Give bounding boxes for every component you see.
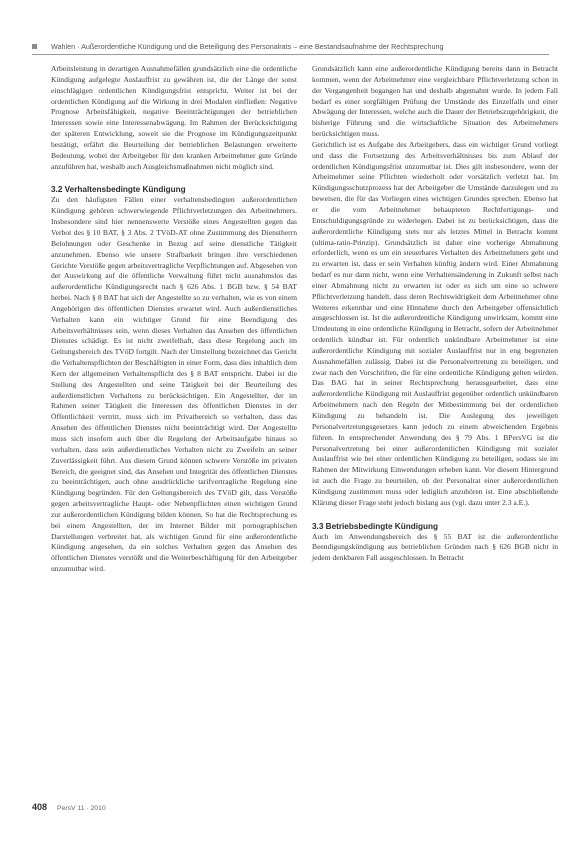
heading-spacer (312, 509, 558, 521)
heading-spacer (51, 172, 297, 184)
running-head-marker (32, 44, 37, 49)
right-paragraph-3: Auch im Anwendungsbereich des § 55 BAT ist die außerordentliche Beendigungskündigung aus betrieblichen Gründen nach § 626 BGB nicht in jedem denkbaren Fall ausgeschlossen. In Betracht (312, 531, 558, 563)
journal-issue: PersV 11 · 2010 (57, 805, 106, 812)
left-paragraph-1: Arbeitsleistung in derartigen Ausnahmefällen grundsätzlich eine die ordentliche Kündigung aufgelegte Auslauffrist zu gewähren ist, die der Länge der sonst einschlägigen ordentlichen Kündigungsfrist entspricht. Weiter ist bei der ordentlichen Kündigung auf die Wirkung in drei Modalen einfließen: Negative Prognose Arbeitsfähigkeit, negative Beeinträchtigungen der betrieblichen Interessen sowie eine Interessenabwägung. Im Rahmen der Berücksichtigung der späteren Entwicklung, soweit sie die Prognose im Kündigungszeitpunkt bestätigt, erfährt die Beurteilung der betrieblichen Belastungen erweiterte Bedeutung, wobei der Arbeitgeber für den kranken Arbeitnehmer gute Gründe anzuführen hat, weshalb auch Ausgleichsmaßnahmen nicht möglich sind. (51, 64, 297, 171)
section-heading-3-2: 3.2 Verhaltensbedingte Kündigung (51, 185, 186, 195)
right-paragraph-2: Gerichtlich ist es Aufgabe des Arbeitgebers, dass ein wichtiger Grund vorliegt und dass die Fortsetzung des Arbeitsverhältnisses bis zum Ablauf der ordentlichen Kündigungsfrist unzumutbar ist. Dies gilt insbesondere, wenn der Arbeitnehmer seine Pflichten wiederholt oder vorsätzlich verletzt hat. Im Kündigungsschutzprozess hat der Arbeitgeber die Umstände darzulegen und zu beweisen, die für das Vorliegen eines wichtigen Grundes sprechen. Ebenso hat er die vom Arbeitnehmer behaupteten Rechtfertigungs- und Entschuldigungsgründe zu widerlegen. Dabei ist zu berücksichtigen, dass die außerordentliche Kündigung stets nur als letztes Mittel in Betracht kommt (ultima-ratio-Prinzip). Grundsätzlich ist daher eine vorherige Abmahnung erforderlich, wenn es um ein steuerbares Verhalten des Arbeitnehmers geht und zu erwarten ist, dass er sein Verhalten künftig ändern wird. Einer Abmahnung bedarf es nur dann nicht, wenn eine Verhaltensänderung in Zukunft selbst nach einer Abmahnung nicht zu erwarten ist oder es sich um eine so schwere Pflichtverletzung handelt, dass deren Rechtswidrigkeit dem Arbeitnehmer ohne Weiteres erkennbar und eine Hinnahme durch den Arbeitgeber offensichtlich ausgeschlossen ist. Ist die außerordentliche Kündigung unwirksam, kommt eine Umdeutung in eine ordentliche Kündigung in Betracht, sofern der Arbeitnehmer ordentlich kündbar ist. Für ordentlich unkündbare Arbeitnehmer ist eine außerordentliche Kündigung mit sozialer Auslauffrist nur in eng begrenzten Ausnahmefällen zulässig. Dabei ist die Personalvertretung zu beteiligen, und zwar nach den Vorschriften, die für eine ordentliche Kündigung gelten würden. Das BAG hat in seiner Rechtsprechung herausgearbeitet, dass eine außerordentliche Kündigung mit Auslauffrist gegenüber ordentlich unkündbaren Arbeitnehmern nach den Regeln der Mitbestimmung bei der ordentlichen Kündigung zu behandeln ist. Die Auslegung des jeweiligen Personalvertretungsgesetzes kann jedoch zu einem abweichenden Ergebnis führen. In entsprechender Anwendung des § 79 Abs. 1 BPersVG ist die Personalvertretung bei einer außerordentlichen Kündigung mit sozialer Auslauffrist wie bei einer ordentlichen Kündigung zu beteiligen, sodass sie im Rahmen der Mitwirkung Einwendungen erheben kann. Vor diesem Hintergrund ist auch die Frage zu beurteilen, ob der Personalrat einer außerordentlichen Kündigung zustimmen muss oder lediglich anzuhören ist. Eine abschließende Klärung dieser Frage steht jedoch bislang aus (vgl. dazu unter 2.3 a.E.). (312, 139, 558, 507)
running-head (32, 38, 549, 55)
left-column (51, 64, 297, 575)
right-column (312, 64, 558, 564)
running-head-text: Wahlen · Außerordentliche Kündigung und die Beteiligung des Personalrats – eine Bestandsaufnahme der Rechtsprechung (51, 41, 444, 51)
page-footer (32, 802, 106, 812)
page-number: 408 (32, 802, 48, 812)
section-heading-3-3: 3.3 Betriebsbedingte Kündigung (312, 521, 439, 531)
right-paragraph-1: Grundsätzlich kann eine außerordentliche Kündigung bereits dann in Betracht kommen, wenn der Arbeitnehmer eine vergleichbare Pflichtverletzung schon in der Vergangenheit begangen hat und deshalb abgemahnt wurde. In jedem Fall bedarf es einer sorgfältigen Prüfung der Umstände des Einzelfalls und einer Abwägung der Interessen, welche auch die Dauer der Betriebszugehörigkeit, die bisherige Führung und die wirtschaftliche Situation des Arbeitnehmers berücksichtigen muss. (312, 64, 558, 139)
left-paragraph-2: Zu den häufigsten Fällen einer verhaltensbedingten außerordentlichen Kündigung gehören schwerwiegende Pflichtverletzungen des Arbeitnehmers. Insbesondere sind hier nennenswerte Verstöße eines Angestellten gegen das Verbot des § 10 BAT, § 3 Abs. 2 TVöD-AT ohne Zustimmung des Dienstherrn Belohnungen oder Geschenke in Bezug auf seine dienstliche Tätigkeit anzunehmen. Ebenso wie unsere Strafbarkeit bringen ihre verschiedenen Gerichte Verstöße gegen arbeitsvertragliche Verpflichtungen auf. Abgesehen von der Auswirkung auf die öffentliche Verwaltung führt nicht ausnahmslos das außerordentliche Kündigungsrecht nach § 626 Abs. 1 BGB bzw. § 54 BAT herbei. Nach § 8 BAT hat sich der Angestellte so zu verhalten, wie es von einem Angehörigen des öffentlichen Dienstes erwartet wird. Auch außerdienstliches Verhalten kann ein wichtiger Grund für eine Beendigung des Arbeitsverhältnisses sein, wenn dieses Verhalten das Ansehen des öffentlichen Dienstes schädigt. Es ist nicht zweifelhaft, dass diese Regelung auch im Geltungsbereich des TVöD fortgilt. Nach der Umstellung bezeichnet das Gericht die Verhaltenspflichten der Beschäftigten in einer Form, dass dies inhaltlich dem Kern der allgemeinen Verhaltenspflicht des § 8 BAT entspricht. Dabei ist die Stellung des Angestellten und seine Tätigkeit bei der Beurteilung des außerdienstlichen Verhaltens zu berücksichtigen. Ein Angestellter, der im Rahmen seiner Tätigkeit die Interessen des öffentlichen Dienstes in der Öffentlichkeit vertritt, muss sich im Privatbereich so verhalten, dass das Ansehen des öffentlichen Dienstes nicht beeinträchtigt wird. Der Angestellte muss sich insofern auch über die Regelung der Arbeitsaufgabe hinaus so verhalten, dass sein außerdienstliches Verhalten nicht zu Zweifeln an seiner Zuverlässigkeit führt. Aus diesem Grund können schwere Verstöße im privaten Bereich, die geeignet sind, das Ansehen und Integrität des öffentlichen Dienstes zu beeinträchtigen, auch ohne ausdrückliche tarifvertragliche Regelung eine Kündigung begründen. Für den Geltungsbereich des TVöD gilt, dass Verstöße gegen arbeitsvertragliche Haupt- oder Nebenpflichten einen wichtigen Grund zur außerordentlichen Kündigung bilden können. So hat die Rechtsprechung es bei einem Angestellten, der im Internet Bilder mit pornographischen Darstellungen verbreitet hat, als wichtigen Grund für eine außerordentliche Kündigung angesehen, da ein solches Verhalten gegen das Ansehen des öffentlichen Dienstes verstößt und die Weiterbeschäftigung für den Arbeitgeber unzumutbar wird. (51, 195, 297, 574)
